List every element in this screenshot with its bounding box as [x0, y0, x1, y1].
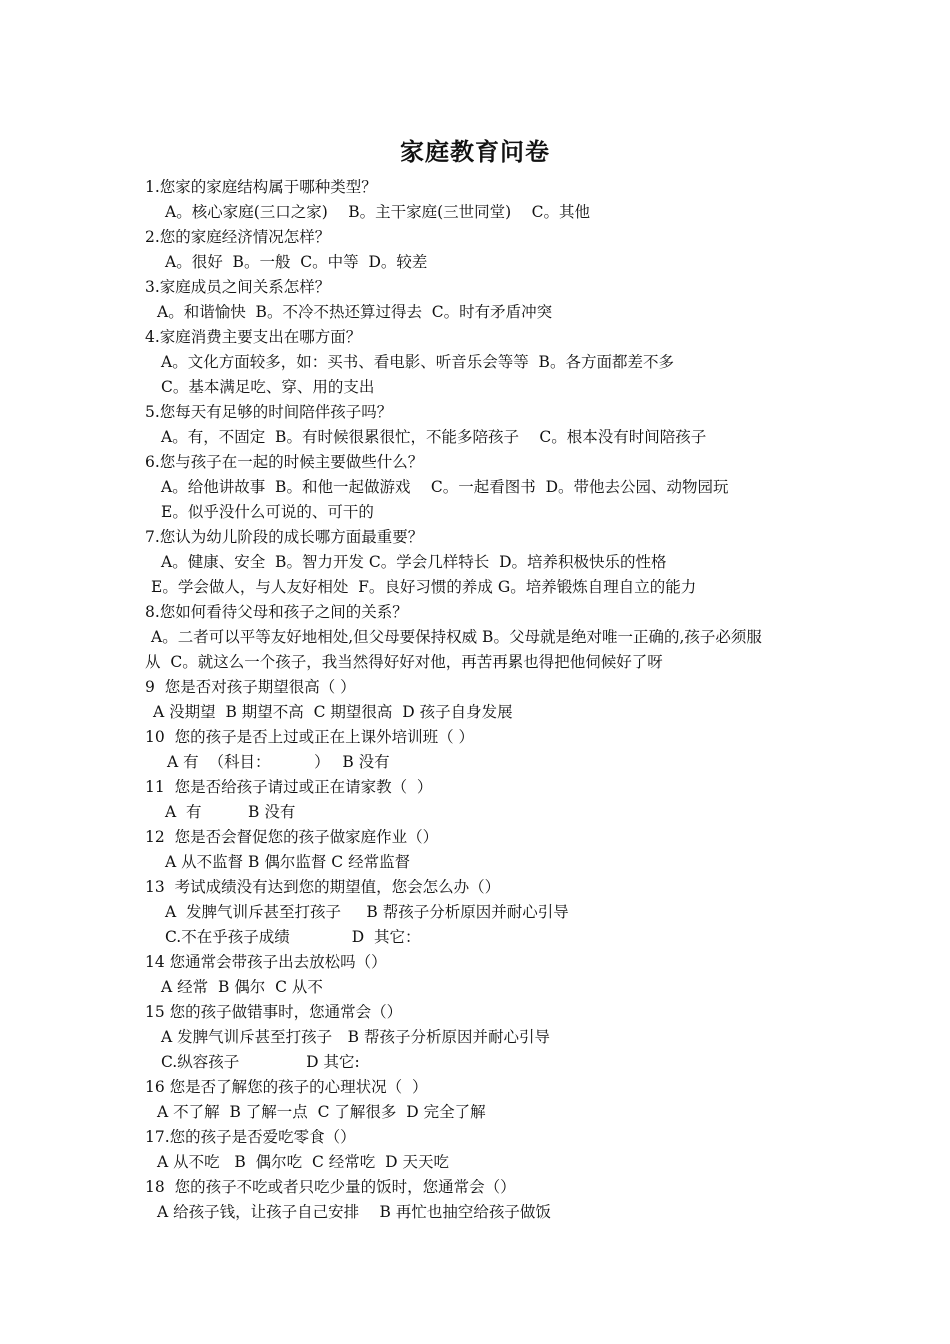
questionnaire-body [145, 175, 825, 1225]
option-line: A 没期望 B 期望不高 C 期望很高 D 孩子自身发展 [153, 703, 513, 721]
option-line: A。健康、安全 B。智力开发 C。学会几样特长 D。培养积极快乐的性格 [161, 553, 667, 571]
question-line: 3.家庭成员之间关系怎样？ [145, 278, 331, 296]
option-line: A。文化方面较多，如：买书、看电影、听音乐会等等 B。各方面都差不多 [161, 353, 674, 371]
option-line: A 不了解 B 了解一点 C 了解很多 D 完全了解 [157, 1103, 486, 1121]
option-line: A 有 （科目： ） B 没有 [167, 753, 390, 771]
option-line: E。似乎没什么可说的、可干的 [161, 503, 374, 521]
option-line: A 从不吃 B 偶尔吃 C 经常吃 D 天天吃 [157, 1153, 449, 1171]
question-line: 18 您的孩子不吃或者只吃少量的饭时，您通常会（） [145, 1178, 516, 1196]
option-line: A 从不监督 B 偶尔监督 C 经常监督 [165, 853, 411, 871]
question-line: 8.您如何看待父母和孩子之间的关系？ [145, 603, 408, 621]
question-line: 13 考试成绩没有达到您的期望值，您会怎么办（） [145, 878, 501, 896]
option-line: C.不在乎孩子成绩 D 其它： [165, 928, 421, 946]
option-line: C.纵容孩子 D 其它: [161, 1053, 360, 1071]
question-line: 10 您的孩子是否上过或正在上课外培训班（ ） [145, 728, 475, 746]
question-line: 16 您是否了解您的孩子的心理状况（ ） [145, 1078, 428, 1096]
question-line: 5.您每天有足够的时间陪伴孩子吗？ [145, 403, 393, 421]
page-title: 家庭教育问卷 [400, 137, 550, 166]
option-line: A。有，不固定 B。有时候很累很忙，不能多陪孩子 C。根本没有时间陪孩子 [161, 428, 707, 446]
question-line: 4.家庭消费主要支出在哪方面？ [145, 328, 362, 346]
option-line: A。核心家庭(三口之家) B。主干家庭(三世同堂) C。其他 [165, 203, 590, 221]
option-line: A 发脾气训斥甚至打孩子 B 帮孩子分析原因并耐心引导 [165, 903, 569, 921]
option-line: A。很好 B。一般 C。中等 D。较差 [165, 253, 428, 271]
question-line: 7.您认为幼儿阶段的成长哪方面最重要？ [145, 528, 424, 546]
option-line: A 有 B 没有 [165, 803, 296, 821]
question-line: 从 C。就这么一个孩子，我当然得好好对他，再苦再累也得把他伺候好了呀 [145, 653, 663, 671]
question-line: 6.您与孩子在一起的时候主要做些什么？ [145, 453, 424, 471]
question-line: 2.您的家庭经济情况怎样？ [145, 228, 331, 246]
option-line: C。基本满足吃、穿、用的支出 [161, 378, 375, 396]
option-line: E。学会做人，与人友好相处 F。良好习惯的养成 G。培养锻炼自理自立的能力 [151, 578, 697, 596]
option-line: A 给孩子钱，让孩子自己安排 B 再忙也抽空给孩子做饭 [157, 1203, 551, 1221]
option-line: A。给他讲故事 B。和他一起做游戏 C。一起看图书 D。带他去公园、动物园玩 [161, 478, 729, 496]
question-line: 11 您是否给孩子请过或正在请家教（ ） [145, 778, 433, 796]
question-line: 14 您通常会带孩子出去放松吗（） [145, 953, 387, 971]
option-line: A。和谐愉快 B。不冷不热还算过得去 C。时有矛盾冲突 [157, 303, 553, 321]
option-line: A 经常 B 偶尔 C 从不 [161, 978, 323, 996]
option-line: A 发脾气训斥甚至打孩子 B 帮孩子分析原因并耐心引导 [161, 1028, 550, 1046]
question-line: 9 您是否对孩子期望很高（ ） [145, 678, 356, 696]
question-line: 12 您是否会督促您的孩子做家庭作业（） [145, 828, 439, 846]
question-line: 15 您的孩子做错事时，您通常会（） [145, 1003, 403, 1021]
option-line: A。二者可以平等友好地相处,但父母要保持权威 B。父母就是绝对唯一正确的,孩子必须服 [151, 628, 762, 646]
question-line: 17.您的孩子是否爱吃零食（） [145, 1128, 356, 1146]
question-line: 1.您家的家庭结构属于哪种类型？ [145, 178, 377, 196]
